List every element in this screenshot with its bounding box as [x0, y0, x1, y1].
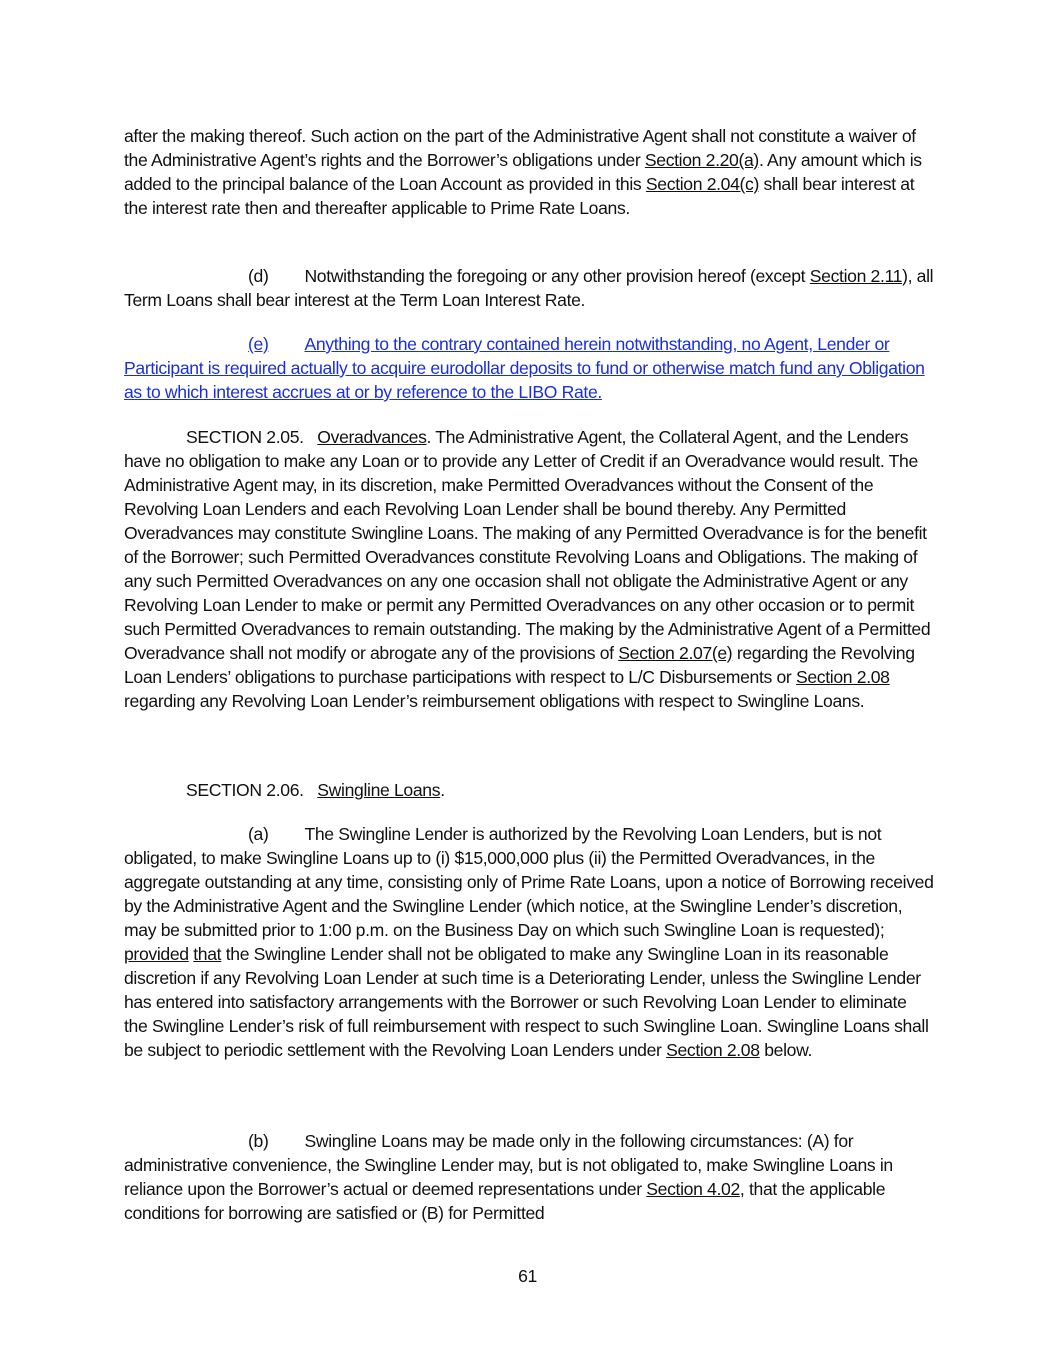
paragraph-d [124, 264, 934, 312]
section-reference: Section 2.04(c) [645, 174, 760, 194]
section-title: Swingline Loans [317, 780, 441, 800]
section-2-05 [124, 425, 934, 713]
inserted-text: Anything to the contrary contained herein notwithstanding, no Agent, Lender or Participant is required actually to acquire eurodollar deposits to fund or otherwise match fund any Obligation as to which interest accrues at or by reference to the LIBO Rate. [124, 334, 925, 402]
section-title: Overadvances [317, 427, 427, 447]
paragraph-text: ), all Term Loans shall bear interest at the Term Loan Interest Rate. [124, 266, 934, 310]
paragraph-text: shall bear interest at the interest rate then and thereafter applicable to Prime Rate Loans. [124, 174, 915, 218]
section-reference: Section 2.07(e) [618, 643, 733, 663]
section-number: SECTION 2.06. [186, 780, 304, 800]
subsection-marker: (b) [248, 1131, 269, 1151]
paragraph-text: Swingline Loans may be made only in the following circumstances: (A) for administrative convenience, the Swingline Lender may, but is not obligated to, make Swingline Loans in reliance upon the Borrower’s actual or deemed representations under [124, 1131, 893, 1199]
paragraph-text: . The Administrative Agent, the Collateral Agent, and the Lenders have no obligation to make any Loan or to provide any Letter of Credit if an Overadvance would result. The Administrative Agent may, in its discretion, make Permitted Overadvances without the Consent of the Revolving Loan Lenders and each Revolving Loan Lender shall be bound thereby. Any Permitted Overadvances may constitute Swingline Loans. The making of any Permitted Overadvance is for the benefit of the Borrower; such Permitted Overadvances constitute Revolving Loans and Obligations. The making of any such Permitted Overadvances on any one occasion shall not obligate the Administrative Agent or any Revolving Loan Lender to make or permit any Permitted Overadvances on any other occasion or to permit such Permitted Overadvances to remain outstanding. The making by the Administrative Agent of a Permitted Overadvance shall not modify or abrogate any of the provisions of [124, 427, 931, 663]
paragraph-continuation [124, 124, 934, 220]
section-2-06-heading [124, 778, 934, 802]
paragraph-2-06-b [124, 1129, 934, 1225]
paragraph-text: . Any amount which is added to the principal balance of the Loan Account as provided in this [124, 150, 922, 194]
subsection-marker: (d) [248, 266, 269, 286]
section-number: SECTION 2.05. [186, 427, 304, 447]
subsection-marker: (e) [248, 334, 269, 354]
paragraph-text: after the making thereof. Such action on the part of the Administrative Agent shall not constitute a waiver of the Administrative Agent’s rights and the Borrower’s obligations under [124, 126, 916, 170]
section-reference: Section 2.11 [809, 266, 903, 286]
page-number: 61 [518, 1266, 537, 1286]
paragraph-e-inserted [124, 332, 934, 404]
paragraph-text: , that the applicable conditions for borrowing are satisfied or (B) for Permitted [124, 1179, 886, 1223]
proviso-keyword: that [193, 944, 222, 964]
paragraph-text: regarding the Revolving Loan Lenders’ obligations to purchase participations with respect to L/C Disbursements or [124, 643, 915, 687]
paragraph-text: regarding any Revolving Loan Lender’s reimbursement obligations with respect to Swingline Loans. [124, 691, 865, 711]
paragraph-text: . [440, 780, 445, 800]
section-reference: Section 4.02 [646, 1179, 740, 1199]
paragraph-text: below. [759, 1040, 813, 1060]
section-reference: Section 2.20(a) [644, 150, 759, 170]
paragraph-text: The Swingline Lender is authorized by the Revolving Loan Lenders, but is not obligated, to make Swingline Loans up to (i) $15,000,000 plus (ii) the Permitted Overadvances, in the aggregate outstanding at any time, consisting only of Prime Rate Loans, upon a notice of Borrowing received by the Administrative Agent and the Swingline Lender (which notice, at the Swingline Lender’s discretion, may be submitted prior to 1:00 p.m. on the Business Day on which such Swingline Loan is requested); [124, 824, 934, 940]
paragraph-2-06-a [124, 822, 934, 1062]
section-reference: Section 2.08 [666, 1040, 760, 1060]
proviso-keyword: provided [124, 944, 189, 964]
paragraph-text: the Swingline Lender shall not be obligated to make any Swingline Loan in its reasonable discretion if any Revolving Loan Lender at such time is a Deteriorating Lender, unless the Swingline Lender has entered into satisfactory arrangements with the Borrower or such Revolving Loan Lender to eliminate the Swingline Lender’s risk of full reimbursement with respect to such Swingline Loan. Swingline Loans shall be subject to periodic settlement with the Revolving Loan Lenders under [124, 944, 929, 1060]
subsection-marker: (a) [248, 824, 269, 844]
section-reference: Section 2.08 [795, 667, 890, 687]
paragraph-text: Notwithstanding the foregoing or any other provision hereof (except [304, 266, 810, 286]
